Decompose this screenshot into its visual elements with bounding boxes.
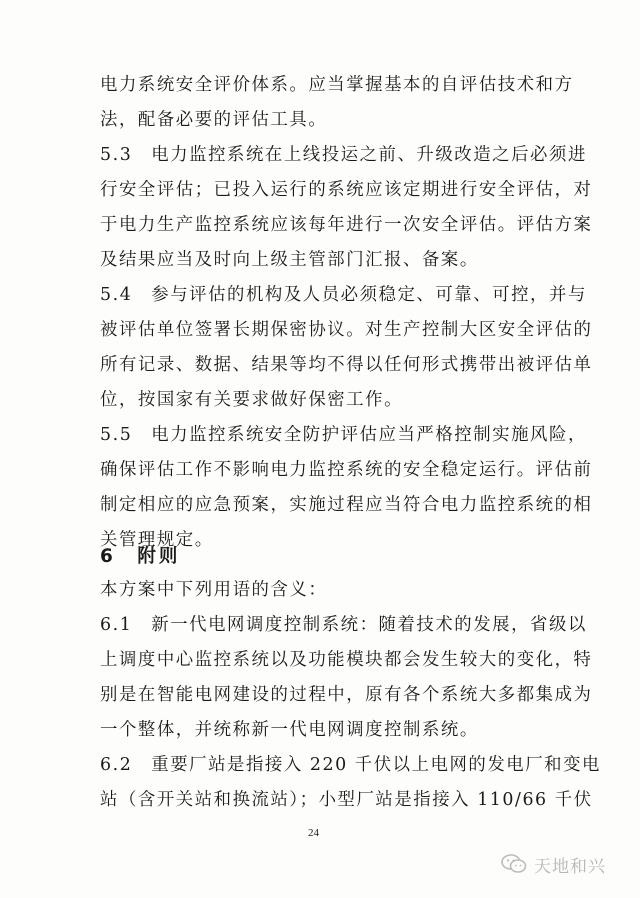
text-line: 制定相应的应急预案，实施过程应当符合电力监控系统的相 bbox=[100, 495, 593, 515]
text-line: 5.5 电力监控系统安全防护评估应当严格控制实施风险， bbox=[100, 425, 587, 445]
text-line: 6.1 新一代电网调度控制系统：随着技术的发展，省级以 bbox=[100, 615, 587, 635]
text-line: 法，配备必要的评估工具。 bbox=[100, 110, 328, 130]
text-line: 及结果应当及时向上级主管部门汇报、备案。 bbox=[100, 250, 479, 270]
text-line: 本方案中下列用语的含义： bbox=[100, 580, 328, 600]
text-line: 行安全评估；已投入运行的系统应该定期进行安全评估，对 bbox=[100, 180, 593, 200]
text-line: 5.3 电力监控系统在上线投运之前、升级改造之后必须进 bbox=[100, 145, 587, 165]
text-line: 被评估单位签署长期保密协议。对生产控制大区安全评估的 bbox=[100, 320, 593, 340]
text-line: 于电力生产监控系统应该每年进行一次安全评估。评估方案 bbox=[100, 215, 593, 235]
text-line: 5.4 参与评估的机构及人员必须稳定、可靠、可控，并与 bbox=[100, 285, 587, 305]
text-line: 别是在智能电网建设的过程中，原有各个系统大多都集成为 bbox=[100, 685, 593, 705]
text-line: 电力系统安全评价体系。应当掌握基本的自评估技术和方 bbox=[100, 75, 574, 95]
watermark-text: 天地和兴 bbox=[534, 856, 606, 877]
text-line: 站（含开关站和换流站）；小型厂站是指接入 110/66 千伏 bbox=[100, 790, 593, 810]
text-line: 上调度中心监控系统以及功能模块都会发生较大的变化，特 bbox=[100, 650, 593, 670]
text-line: 一个整体，并统称新一代电网调度控制系统。 bbox=[100, 720, 479, 740]
wechat-icon bbox=[500, 853, 528, 875]
text-line: 关管理规定。 bbox=[100, 530, 214, 550]
section-heading: 6 附则 bbox=[100, 546, 181, 567]
text-line: 位，按国家有关要求做好保密工作。 bbox=[100, 390, 404, 410]
text-line: 6.2 重要厂站是指接入 220 千伏以上电网的发电厂和变电 bbox=[100, 755, 602, 775]
watermark bbox=[500, 852, 606, 876]
text-line: 所有记录、数据、结果等均不得以任何形式携带出被评估单 bbox=[100, 355, 593, 375]
page-number: 24 bbox=[308, 827, 319, 839]
text-line: 确保评估工作不影响电力监控系统的安全稳定运行。评估前 bbox=[100, 460, 593, 480]
